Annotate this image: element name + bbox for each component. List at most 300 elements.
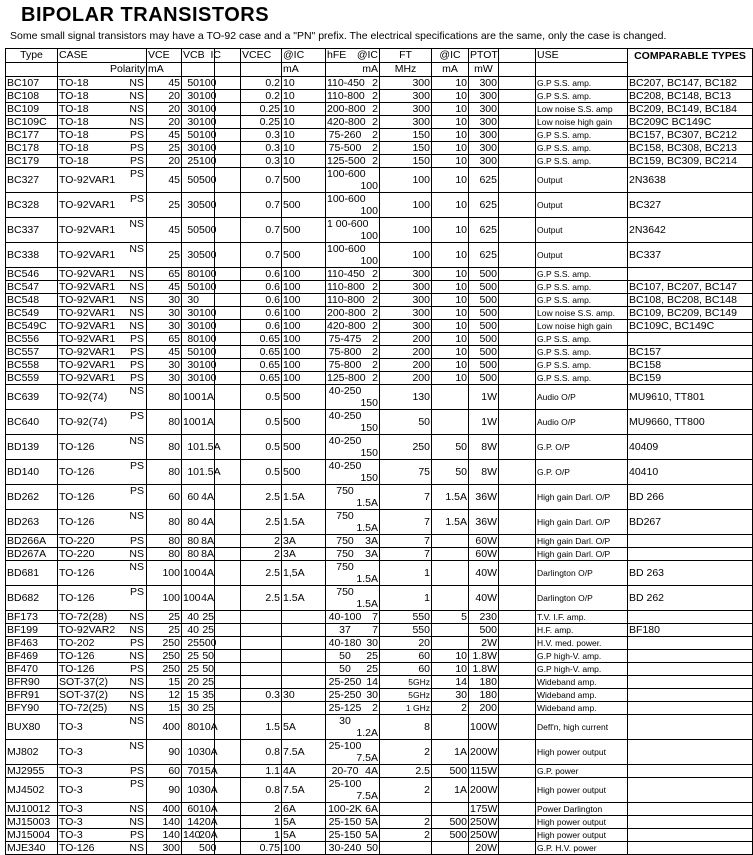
cell-case: [58, 268, 147, 281]
header-use: USE: [536, 49, 628, 63]
cell-polarity: NS: [129, 90, 144, 102]
table-row: [6, 281, 753, 294]
cell-hfe: 20-70: [331, 765, 359, 777]
cell-ft: 300: [380, 103, 432, 116]
cell-at-ic3: 10: [432, 372, 469, 385]
cell-at-ic2: 1.5A: [356, 522, 378, 534]
cell-case: [58, 740, 147, 765]
cell-blank: [215, 218, 241, 243]
cell-vce: 80: [147, 410, 182, 435]
cell-at-ic2: 5A: [365, 829, 378, 841]
cell-ptot: 8W: [469, 435, 499, 460]
cell-polarity: PS: [129, 586, 144, 598]
cell-comparable: [628, 676, 753, 689]
cell-at-ic3: 10: [432, 307, 469, 320]
cell-comparable: 40409: [628, 435, 753, 460]
cell-at-ic3: 500: [432, 765, 469, 778]
cell-vcb: 60: [187, 803, 199, 815]
cell-ft: 5GHz: [380, 689, 432, 702]
cell-at-ic1: 7.5A: [282, 740, 326, 765]
cell-vce: 65: [147, 333, 182, 346]
cell-hfe-at-ic2: [326, 307, 380, 320]
cell-case-label: TO-92VAR1: [59, 224, 116, 236]
cell-vcb-ic: [182, 803, 218, 816]
cell-at-ic2: 1.5A: [356, 598, 378, 610]
cell-vcesat: 0.6: [241, 268, 282, 281]
cell-hfe: 75-500: [328, 142, 362, 154]
cell-ic: 4A: [201, 567, 214, 579]
cell-use: Output: [536, 168, 628, 193]
cell-ptot: 625: [469, 193, 499, 218]
cell-ic: 100: [199, 116, 217, 128]
cell-blank: [215, 320, 241, 333]
cell-case-label: TO-18: [59, 103, 89, 115]
cell-case: [58, 778, 147, 803]
cell-vcb-ic: [182, 624, 215, 637]
cell-type: BC179: [6, 155, 58, 168]
cell-at-ic2: 2: [372, 372, 378, 384]
cell-ft: 150: [380, 142, 432, 155]
cell-comparable: BC158, BC308, BC213: [628, 142, 753, 155]
table-row: [6, 359, 753, 372]
cell-vce: 100: [147, 561, 182, 586]
cell-vcb-ic: [182, 561, 215, 586]
cell-case-label: TO-92VAR1: [59, 268, 116, 280]
cell-ft: 100: [380, 218, 432, 243]
cell-polarity: PS: [129, 829, 144, 841]
cell-use: H.V. med. power.: [536, 637, 628, 650]
cell-blank2: [499, 689, 536, 702]
cell-vce: 45: [147, 77, 182, 90]
cell-blank: [215, 702, 241, 715]
cell-case: [58, 435, 147, 460]
cell-hfe: 125-800: [327, 372, 366, 384]
cell-vce: 25: [147, 611, 182, 624]
cell-polarity: NS: [129, 385, 144, 397]
cell-vcb: 25: [187, 637, 199, 649]
cell-vcesat: 0.5: [241, 460, 282, 485]
cell-comparable: BC108, BC208, BC148: [628, 294, 753, 307]
table-row: [6, 155, 753, 168]
cell-polarity: PS: [129, 535, 144, 547]
cell-ic: 100: [199, 359, 217, 371]
cell-ft: 1: [380, 586, 432, 611]
header-ft: FT: [380, 49, 432, 63]
cell-blank2: [499, 740, 536, 765]
cell-at-ic3: [432, 586, 469, 611]
cell-vce: 30: [147, 372, 182, 385]
header-vcb-ic: [182, 49, 221, 63]
cell-ptot: 300: [469, 77, 499, 90]
cell-blank2: [499, 155, 536, 168]
cell-at-ic3: 10: [432, 663, 469, 676]
cell-hfe-at-ic2: [326, 765, 380, 778]
cell-vcb: 30: [187, 90, 199, 102]
cell-vcb-ic: [182, 816, 218, 829]
cell-hfe-at-ic2: [326, 410, 380, 435]
cell-case: [58, 715, 147, 740]
cell-ic: 20A: [199, 816, 218, 828]
cell-blank: [215, 842, 241, 855]
cell-comparable: [628, 689, 753, 702]
cell-type: BF469: [6, 650, 58, 663]
cell-type: BC549: [6, 307, 58, 320]
cell-polarity: PS: [129, 460, 144, 472]
cell-vcb-ic: [182, 281, 215, 294]
cell-blank: [215, 816, 241, 829]
cell-ft: 75: [380, 460, 432, 485]
cell-hfe-at-ic2: [326, 346, 380, 359]
cell-hfe: 100-600: [327, 168, 366, 180]
cell-polarity: NS: [129, 715, 144, 727]
cell-case: [58, 320, 147, 333]
cell-ic: 30A: [199, 746, 218, 758]
cell-at-ic2: 25: [366, 650, 378, 662]
cell-case-label: TO-220: [59, 548, 95, 560]
cell-blank2: [499, 702, 536, 715]
cell-blank: [215, 168, 241, 193]
header-blank2: [499, 49, 536, 63]
cell-at-ic2: 100: [360, 180, 378, 192]
cell-hfe: 110-450: [327, 77, 365, 89]
cell-hfe: 1 00-600: [327, 218, 369, 230]
cell-vce: 100: [147, 586, 182, 611]
cell-vce: 250: [147, 637, 182, 650]
cell-blank2: [499, 510, 536, 535]
cell-polarity: PS: [129, 155, 144, 167]
cell-vcb: 30: [187, 307, 199, 319]
cell-vcb-ic: [182, 320, 215, 333]
cell-case-label: TO-92VAR1: [59, 307, 116, 319]
cell-vcb-ic: [182, 829, 218, 842]
cell-hfe-at-ic2: [326, 218, 380, 243]
cell-ic: 500: [199, 637, 217, 649]
cell-at-ic1: [282, 624, 326, 637]
cell-use: G.P S.S. amp.: [536, 155, 628, 168]
cell-type: BD262: [6, 485, 58, 510]
cell-case: [58, 829, 147, 842]
cell-ic: 4A: [201, 491, 214, 503]
cell-ft: 2: [380, 829, 432, 842]
cell-ft: 7: [380, 485, 432, 510]
cell-blank: [215, 333, 241, 346]
cell-ft: 300: [380, 77, 432, 90]
cell-hfe-at-ic2: [326, 333, 380, 346]
cell-ptot: 180: [469, 689, 499, 702]
cell-hfe-at-ic2: [326, 663, 380, 676]
cell-polarity: NS: [129, 624, 144, 636]
cell-ft: 200: [380, 359, 432, 372]
cell-vcb: 80: [187, 268, 199, 280]
cell-vcb: 30: [187, 116, 199, 128]
cell-at-ic1: 100: [282, 294, 326, 307]
cell-ptot: 500: [469, 268, 499, 281]
cell-case-label: TO-92VAR1: [59, 281, 116, 293]
cell-type: BFR91: [6, 689, 58, 702]
cell-ic: 100: [199, 103, 217, 115]
cell-vcb-ic: [182, 663, 215, 676]
cell-type: BC178: [6, 142, 58, 155]
cell-comparable: BC208, BC148, BC13: [628, 90, 753, 103]
cell-hfe-at-ic2: [326, 193, 380, 218]
cell-hfe: 750: [336, 548, 354, 560]
cell-vcb-ic: [182, 676, 215, 689]
table-row: [6, 90, 753, 103]
cell-use: High power output: [536, 778, 628, 803]
cell-ic: 500: [199, 224, 217, 236]
cell-hfe: 110-800: [327, 294, 365, 306]
transistor-table: [5, 48, 753, 855]
cell-at-ic3: 2: [432, 702, 469, 715]
cell-ic: 35: [202, 689, 214, 701]
cell-ptot: 300: [469, 129, 499, 142]
cell-polarity: NS: [129, 268, 144, 280]
cell-vcb: 30: [187, 199, 199, 211]
table-row: [6, 218, 753, 243]
cell-case-label: TO-3: [59, 746, 83, 758]
cell-polarity: NS: [129, 702, 144, 714]
cell-type: BD682: [6, 586, 58, 611]
cell-hfe-at-ic2: [326, 129, 380, 142]
cell-use: G.P. H.V. power: [536, 842, 628, 855]
cell-at-ic1: 100: [282, 268, 326, 281]
cell-vcesat: 0.65: [241, 359, 282, 372]
cell-vcesat: 2: [241, 548, 282, 561]
cell-hfe: 750: [336, 535, 354, 547]
cell-vce: 12: [147, 689, 182, 702]
header-unit-ma2: mA: [282, 63, 326, 77]
cell-ic: 8A: [201, 548, 214, 560]
cell-comparable: BC209C BC149C: [628, 116, 753, 129]
cell-polarity: NS: [129, 689, 144, 701]
cell-at-ic3: 500: [432, 816, 469, 829]
table-row: [6, 548, 753, 561]
table-row: [6, 676, 753, 689]
cell-case: [58, 307, 147, 320]
cell-ic: 8A: [201, 535, 214, 547]
cell-ptot: 115W: [470, 765, 497, 777]
cell-blank2: [499, 142, 536, 155]
cell-ptot: 300: [469, 116, 499, 129]
cell-hfe-at-ic2: [326, 611, 380, 624]
cell-vcb-ic: [182, 435, 221, 460]
cell-blank: [215, 611, 241, 624]
cell-ic: 30A: [199, 784, 218, 796]
cell-hfe-at-ic2: [326, 842, 380, 855]
cell-vce: 25: [147, 243, 182, 268]
cell-vcb-ic: [182, 116, 215, 129]
cell-blank2: [499, 548, 536, 561]
cell-at-ic2: 2: [372, 333, 378, 345]
cell-ft: 130: [380, 385, 432, 410]
cell-ptot: 500: [469, 372, 499, 385]
cell-vcesat: 1.5: [241, 715, 282, 740]
cell-blank: [215, 485, 241, 510]
cell-hfe-at-ic2: [326, 372, 380, 385]
cell-type: BC109C: [6, 116, 58, 129]
table-row: [6, 346, 753, 359]
cell-at-ic2: 25: [366, 663, 378, 675]
cell-case-label: TO-92VAR1: [59, 346, 116, 358]
cell-vcesat: [241, 702, 282, 715]
cell-hfe-at-ic2: [326, 268, 380, 281]
cell-blank: [215, 535, 241, 548]
cell-type: BF463: [6, 637, 58, 650]
cell-vcesat: 0.65: [241, 333, 282, 346]
cell-ft: 300: [380, 268, 432, 281]
cell-vce: 20: [147, 116, 182, 129]
cell-comparable: [628, 637, 753, 650]
cell-vce: 45: [147, 168, 182, 193]
cell-polarity: NS: [129, 320, 144, 332]
cell-vcb-ic: [182, 637, 215, 650]
cell-vcesat: 0.3: [241, 142, 282, 155]
cell-at-ic3: 10: [432, 281, 469, 294]
cell-hfe-at-ic2: [326, 535, 380, 548]
cell-hfe-at-ic2: [326, 650, 380, 663]
cell-at-ic3: 14: [432, 676, 469, 689]
cell-case-label: TO-3: [59, 721, 83, 733]
cell-ic: 100: [199, 77, 217, 89]
cell-vce: 80: [147, 548, 182, 561]
cell-comparable: [628, 765, 753, 778]
cell-ic: 100: [199, 281, 217, 293]
cell-at-ic2: 7: [372, 611, 378, 623]
cell-blank: [215, 268, 241, 281]
cell-vcb-ic: [182, 103, 215, 116]
cell-case-label: TO-18: [59, 155, 89, 167]
header-comparable: COMPARABLE TYPES: [628, 49, 753, 77]
cell-blank2: [499, 611, 536, 624]
cell-use: Darlington O/P: [536, 561, 628, 586]
cell-at-ic1: [282, 637, 326, 650]
cell-ptot: 60W: [469, 548, 499, 561]
cell-at-ic2: 7.5A: [356, 752, 378, 764]
cell-blank: [215, 103, 241, 116]
cell-polarity: NS: [129, 510, 144, 522]
cell-type: BC107: [6, 77, 58, 90]
header-vcb-label: VCB: [183, 49, 205, 61]
cell-case-label: SOT-37(2): [59, 689, 109, 701]
cell-blank: [215, 676, 241, 689]
cell-at-ic1: 1.5A: [282, 586, 326, 611]
cell-at-ic1: [282, 611, 326, 624]
cell-polarity: PS: [129, 193, 144, 205]
cell-blank: [215, 307, 241, 320]
cell-at-ic3: 1A: [432, 778, 469, 803]
cell-vcb-ic: [182, 535, 215, 548]
cell-vcesat: 0.3: [241, 155, 282, 168]
header-unit-mw: mW: [469, 63, 499, 77]
cell-use: Defl'n, high current: [536, 715, 628, 740]
cell-hfe: 200-800: [327, 103, 366, 115]
table-row: [6, 611, 753, 624]
cell-hfe: 100-600: [327, 243, 366, 255]
cell-ft: 2: [380, 740, 432, 765]
cell-vce: 30: [147, 320, 182, 333]
cell-vcb-ic: [182, 460, 221, 485]
cell-hfe-at-ic2: [326, 586, 380, 611]
table-row: [6, 460, 753, 485]
cell-ptot: 36W: [469, 510, 499, 535]
cell-polarity: PS: [129, 485, 144, 497]
cell-ptot: 200W: [469, 740, 499, 765]
cell-vce: 25: [147, 624, 182, 637]
cell-use: High gain Darl. O/P: [536, 535, 628, 548]
cell-vce: 20: [147, 155, 182, 168]
cell-vcb: 20: [187, 676, 199, 688]
header-unit-mhz: MHz: [380, 63, 432, 77]
cell-polarity: PS: [129, 129, 144, 141]
cell-ptot: 500: [469, 307, 499, 320]
cell-hfe-at-ic2: [326, 359, 380, 372]
cell-vcb-ic: [182, 142, 215, 155]
cell-ft: 200: [380, 333, 432, 346]
cell-hfe-at-ic2: [326, 510, 380, 535]
cell-polarity: NS: [129, 77, 144, 89]
cell-case: [58, 243, 147, 268]
cell-vcb-ic: [182, 485, 215, 510]
cell-comparable: [628, 829, 753, 842]
cell-blank: [215, 281, 241, 294]
cell-vcesat: 0.5: [241, 410, 282, 435]
cell-vcb: 25: [187, 155, 199, 167]
cell-vcb-ic: [182, 359, 215, 372]
cell-at-ic2: 2: [372, 702, 378, 714]
cell-ic: 500: [199, 842, 217, 854]
cell-comparable: BC327: [628, 193, 753, 218]
cell-at-ic2: 2: [372, 281, 378, 293]
cell-at-ic1: 100: [282, 333, 326, 346]
cell-vcb-ic: [182, 129, 215, 142]
cell-comparable: BD 266: [628, 485, 753, 510]
cell-case-label: TO-18: [59, 116, 89, 128]
cell-use: G.P S.S. amp.: [536, 281, 628, 294]
cell-hfe-at-ic2: [326, 90, 380, 103]
cell-blank2: [499, 586, 536, 611]
cell-blank2: [499, 410, 536, 435]
cell-hfe: 200-800: [327, 307, 366, 319]
cell-blank2: [499, 243, 536, 268]
cell-case-label: TO-18: [59, 129, 89, 141]
cell-comparable: [628, 333, 753, 346]
cell-at-ic3: 10: [432, 268, 469, 281]
cell-at-ic3: 10: [432, 193, 469, 218]
cell-vcesat: 0.75: [241, 842, 282, 855]
cell-at-ic1: 10: [282, 142, 326, 155]
cell-at-ic2: 150: [360, 422, 378, 434]
cell-vcesat: [241, 676, 282, 689]
cell-blank: [215, 548, 241, 561]
cell-blank2: [499, 816, 536, 829]
cell-at-ic3: 1.5A: [432, 510, 469, 535]
cell-vce: 250: [147, 650, 182, 663]
cell-blank2: [499, 346, 536, 359]
table-row: [6, 637, 753, 650]
header-blank8: [536, 63, 628, 77]
cell-blank2: [499, 168, 536, 193]
cell-at-ic1: 1.5A: [282, 485, 326, 510]
cell-type: BD681: [6, 561, 58, 586]
cell-hfe: 110-800: [327, 90, 365, 102]
cell-type: BD263: [6, 510, 58, 535]
cell-type: BC557: [6, 346, 58, 359]
cell-type: BC328: [6, 193, 58, 218]
cell-ic: 500: [199, 174, 217, 186]
cell-blank2: [499, 218, 536, 243]
table-row: [6, 77, 753, 90]
cell-vcb: 10: [187, 746, 199, 758]
